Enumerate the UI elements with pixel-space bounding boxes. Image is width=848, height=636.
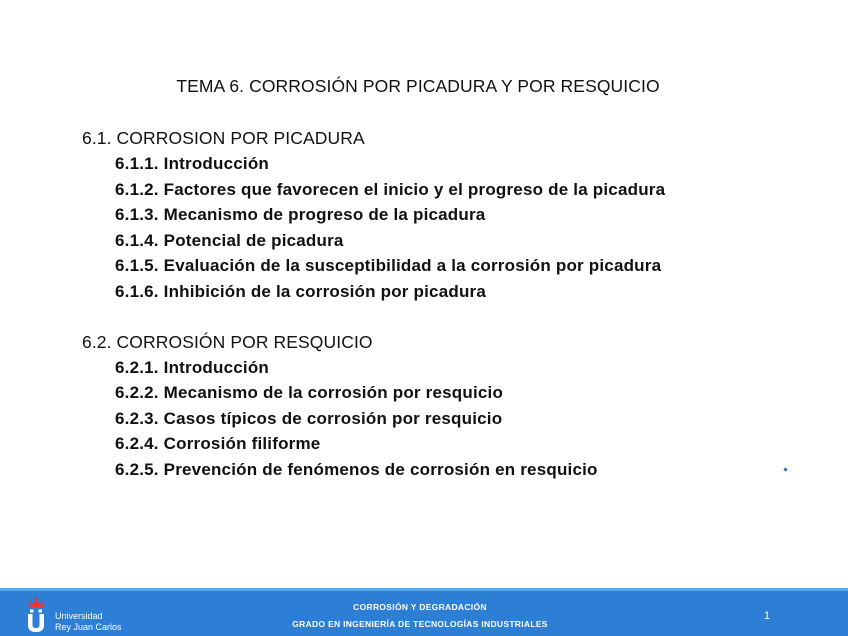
stray-mark: [783, 467, 787, 471]
logo-line-2: Rey Juan Carlos: [55, 621, 122, 632]
logo-text: [55, 611, 122, 632]
toc-item-6-1-6: 6.1.6. Inhibición de la corrosión por picadura: [115, 282, 486, 301]
university-logo: [24, 597, 134, 635]
urjc-logo-icon: [24, 597, 48, 633]
toc-item-6-1-1: 6.1.1. Introducción: [115, 154, 269, 173]
toc-item-6-2-1: 6.2.1. Introducción: [115, 358, 269, 377]
toc-item-6-2-5: 6.2.5. Prevención de fenómenos de corrosión en resquicio: [115, 460, 598, 479]
section-heading-resquicio: 6.2. CORROSIÓN POR RESQUICIO: [82, 332, 373, 352]
page-number: 1: [764, 610, 771, 622]
toc-item-6-2-4: 6.2.4. Corrosión filiforme: [115, 434, 321, 453]
toc-item-6-2-3: 6.2.3. Casos típicos de corrosión por resquicio: [115, 409, 503, 428]
degree-name: GRADO EN INGENIERÍA DE TECNOLOGÍAS INDUSTRIALES: [292, 619, 548, 629]
course-name: CORROSIÓN Y DEGRADACIÓN: [353, 602, 487, 612]
slide-title: TEMA 6. CORROSIÓN POR PICADURA Y POR RESQUICIO: [176, 76, 660, 96]
section-heading-picadura: 6.1. CORROSION POR PICADURA: [82, 128, 365, 148]
course-info: [220, 599, 620, 633]
toc-item-6-1-5: 6.1.5. Evaluación de la susceptibilidad a la corrosión por picadura: [115, 256, 662, 275]
logo-line-1: Universidad: [55, 611, 103, 621]
footer-bar: [0, 588, 848, 636]
toc-item-6-1-4: 6.1.4. Potencial de picadura: [115, 231, 344, 250]
toc-item-6-1-3: 6.1.3. Mecanismo de progreso de la picadura: [115, 205, 486, 224]
toc-item-6-2-2: 6.2.2. Mecanismo de la corrosión por resquicio: [115, 383, 504, 402]
toc-item-6-1-2: 6.1.2. Factores que favorecen el inicio y el progreso de la picadura: [115, 180, 666, 199]
